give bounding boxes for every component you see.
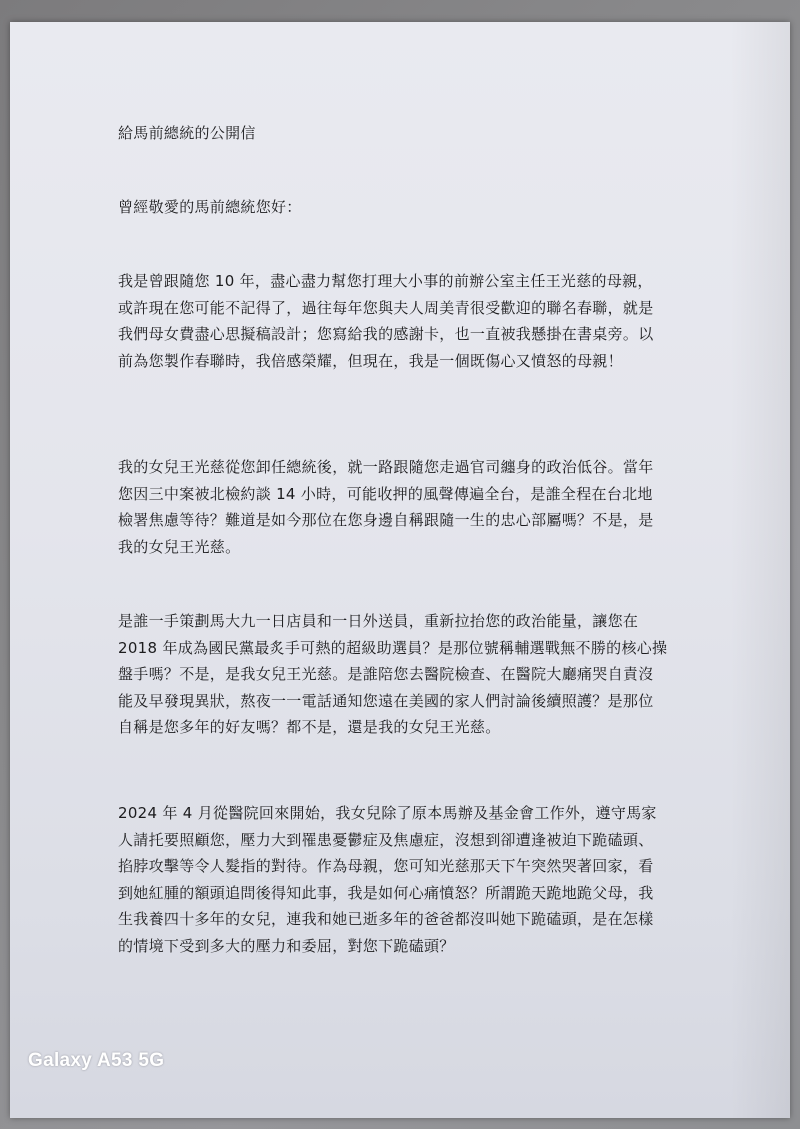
paper-shadow — [730, 22, 790, 1118]
letter-paragraph: 我是曾跟隨您 10 年，盡心盡力幫您打理大小事的前辦公室主任王光慈的母親，或許現在您可能不記得了，過往每年您與夫人周美青很受歡迎的聯名春聯，就是我們母女費盡心思擬稿設計；您寫給我的感謝卡，也一直被我懸掛在書桌旁。以前為您製作春聯時，我倍感榮耀，但現在，我是一個既傷心又憤怒的母親！ — [118, 272, 654, 370]
letter-greeting: 曾經敬愛的馬前總統您好： — [118, 198, 302, 216]
letter-paragraph: 是誰一手策劃馬大九一日店員和一日外送員，重新拉抬您的政治能量，讓您在 2018 年成為國民黨最炙手可熱的超級助選員？是那位號稱輔選戰無不勝的核心操盤手嗎？不是，是我女兒王光慈。是誰陪您去醫院檢查、在醫院大廳痛哭自責沒能及早發現異狀，熬夜一一電話通知您遠在美國的家人們討論後續照護？是那位自稱是您多年的好友嗎？都不是，還是我的女兒王光慈。 — [118, 612, 668, 736]
letter-paragraph: 2024 年 4 月從醫院回來開始，我女兒除了原本馬辦及基金會工作外，遵守馬家人請托要照顧您，壓力大到罹患憂鬱症及焦慮症，沒想到卻遭逢被迫下跪磕頭、掐脖攻擊等令人髮指的對待。作為母親，您可知光慈那天下午突然哭著回家，看到她紅腫的額頭追問後得知此事，我是如何心痛憤怒？所謂跪天跪地跪父母，我生我養四十多年的女兒，連我和她已逝多年的爸爸都沒叫她下跪磕頭，是在怎樣的情境下受到多大的壓力和委屈，對您下跪磕頭？ — [118, 804, 657, 955]
letter-title: 給馬前總統的公開信 — [118, 124, 256, 142]
letter-paragraph: 我的女兒王光慈從您卸任總統後，就一路跟隨您走過官司纏身的政治低谷。當年您因三中案被北檢約談 14 小時，可能收押的風聲傳遍全台，是誰全程在台北地檢署焦慮等待？難道是如今那位在您身邊自稱跟隨一生的忠心部屬嗎？不是，是我的女兒王光慈。 — [118, 458, 654, 556]
camera-watermark: Galaxy A53 5G — [28, 1050, 165, 1071]
